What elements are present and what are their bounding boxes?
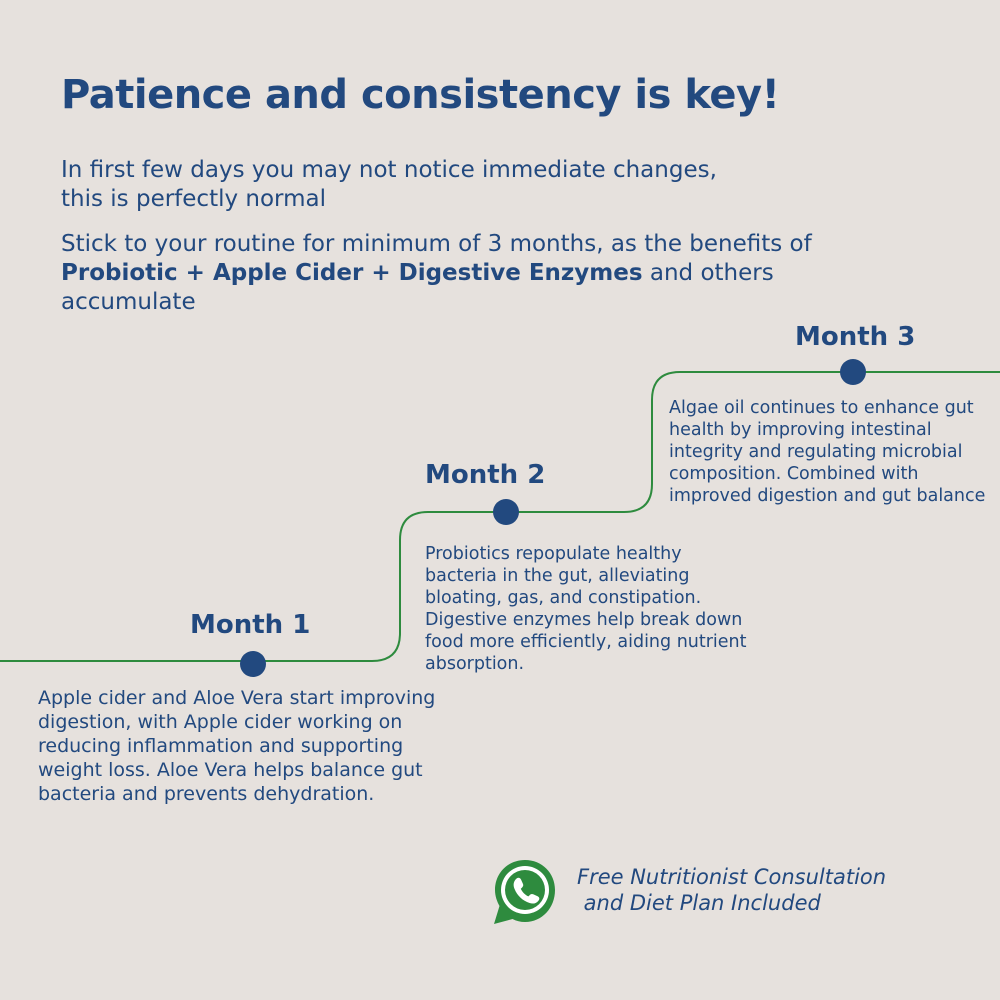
month-2-label: Month 2 bbox=[425, 460, 546, 490]
month-1-description: Apple cider and Aloe Vera start improving digestion, with Apple cider working on reducing inflammation and supporting weight loss. Aloe Vera helps balance gut bacteria and prevents dehydration. bbox=[38, 687, 436, 805]
month-2-dot bbox=[493, 499, 519, 525]
intro-line-1: In first few days you may not notice immediate changes, bbox=[61, 157, 717, 183]
month-1-label: Month 1 bbox=[190, 610, 311, 640]
intro-line-2: this is perfectly normal bbox=[61, 186, 326, 212]
consultation-note bbox=[577, 864, 886, 916]
month-3-description: Algae oil continues to enhance gut health by improving intestinal integrity and regulating microbial composition. Combined with improved digestion and gut balance bbox=[669, 398, 986, 506]
month-2-description: Probiotics repopulate healthy bacteria in the gut, alleviating bloating, gas, and constipation. Digestive enzymes help break down food more efficiently, aiding nutrient absorption. bbox=[425, 544, 747, 674]
routine-prefix: Stick to your routine for minimum of 3 months, as the benefits of bbox=[61, 231, 812, 257]
whatsapp-icon bbox=[489, 856, 561, 928]
month-1-dot bbox=[240, 651, 266, 677]
page-title: Patience and consistency is key! bbox=[61, 72, 780, 118]
consultation-line-2: and Diet Plan Included bbox=[577, 891, 821, 915]
month-3-dot bbox=[840, 359, 866, 385]
consultation-line-1: Free Nutritionist Consultation bbox=[577, 865, 887, 889]
routine-suffix: and others accumulate bbox=[61, 260, 774, 315]
month-3-label: Month 3 bbox=[795, 322, 916, 352]
routine-highlight: Probiotic + Apple Cider + Digestive Enzymes bbox=[61, 260, 643, 286]
